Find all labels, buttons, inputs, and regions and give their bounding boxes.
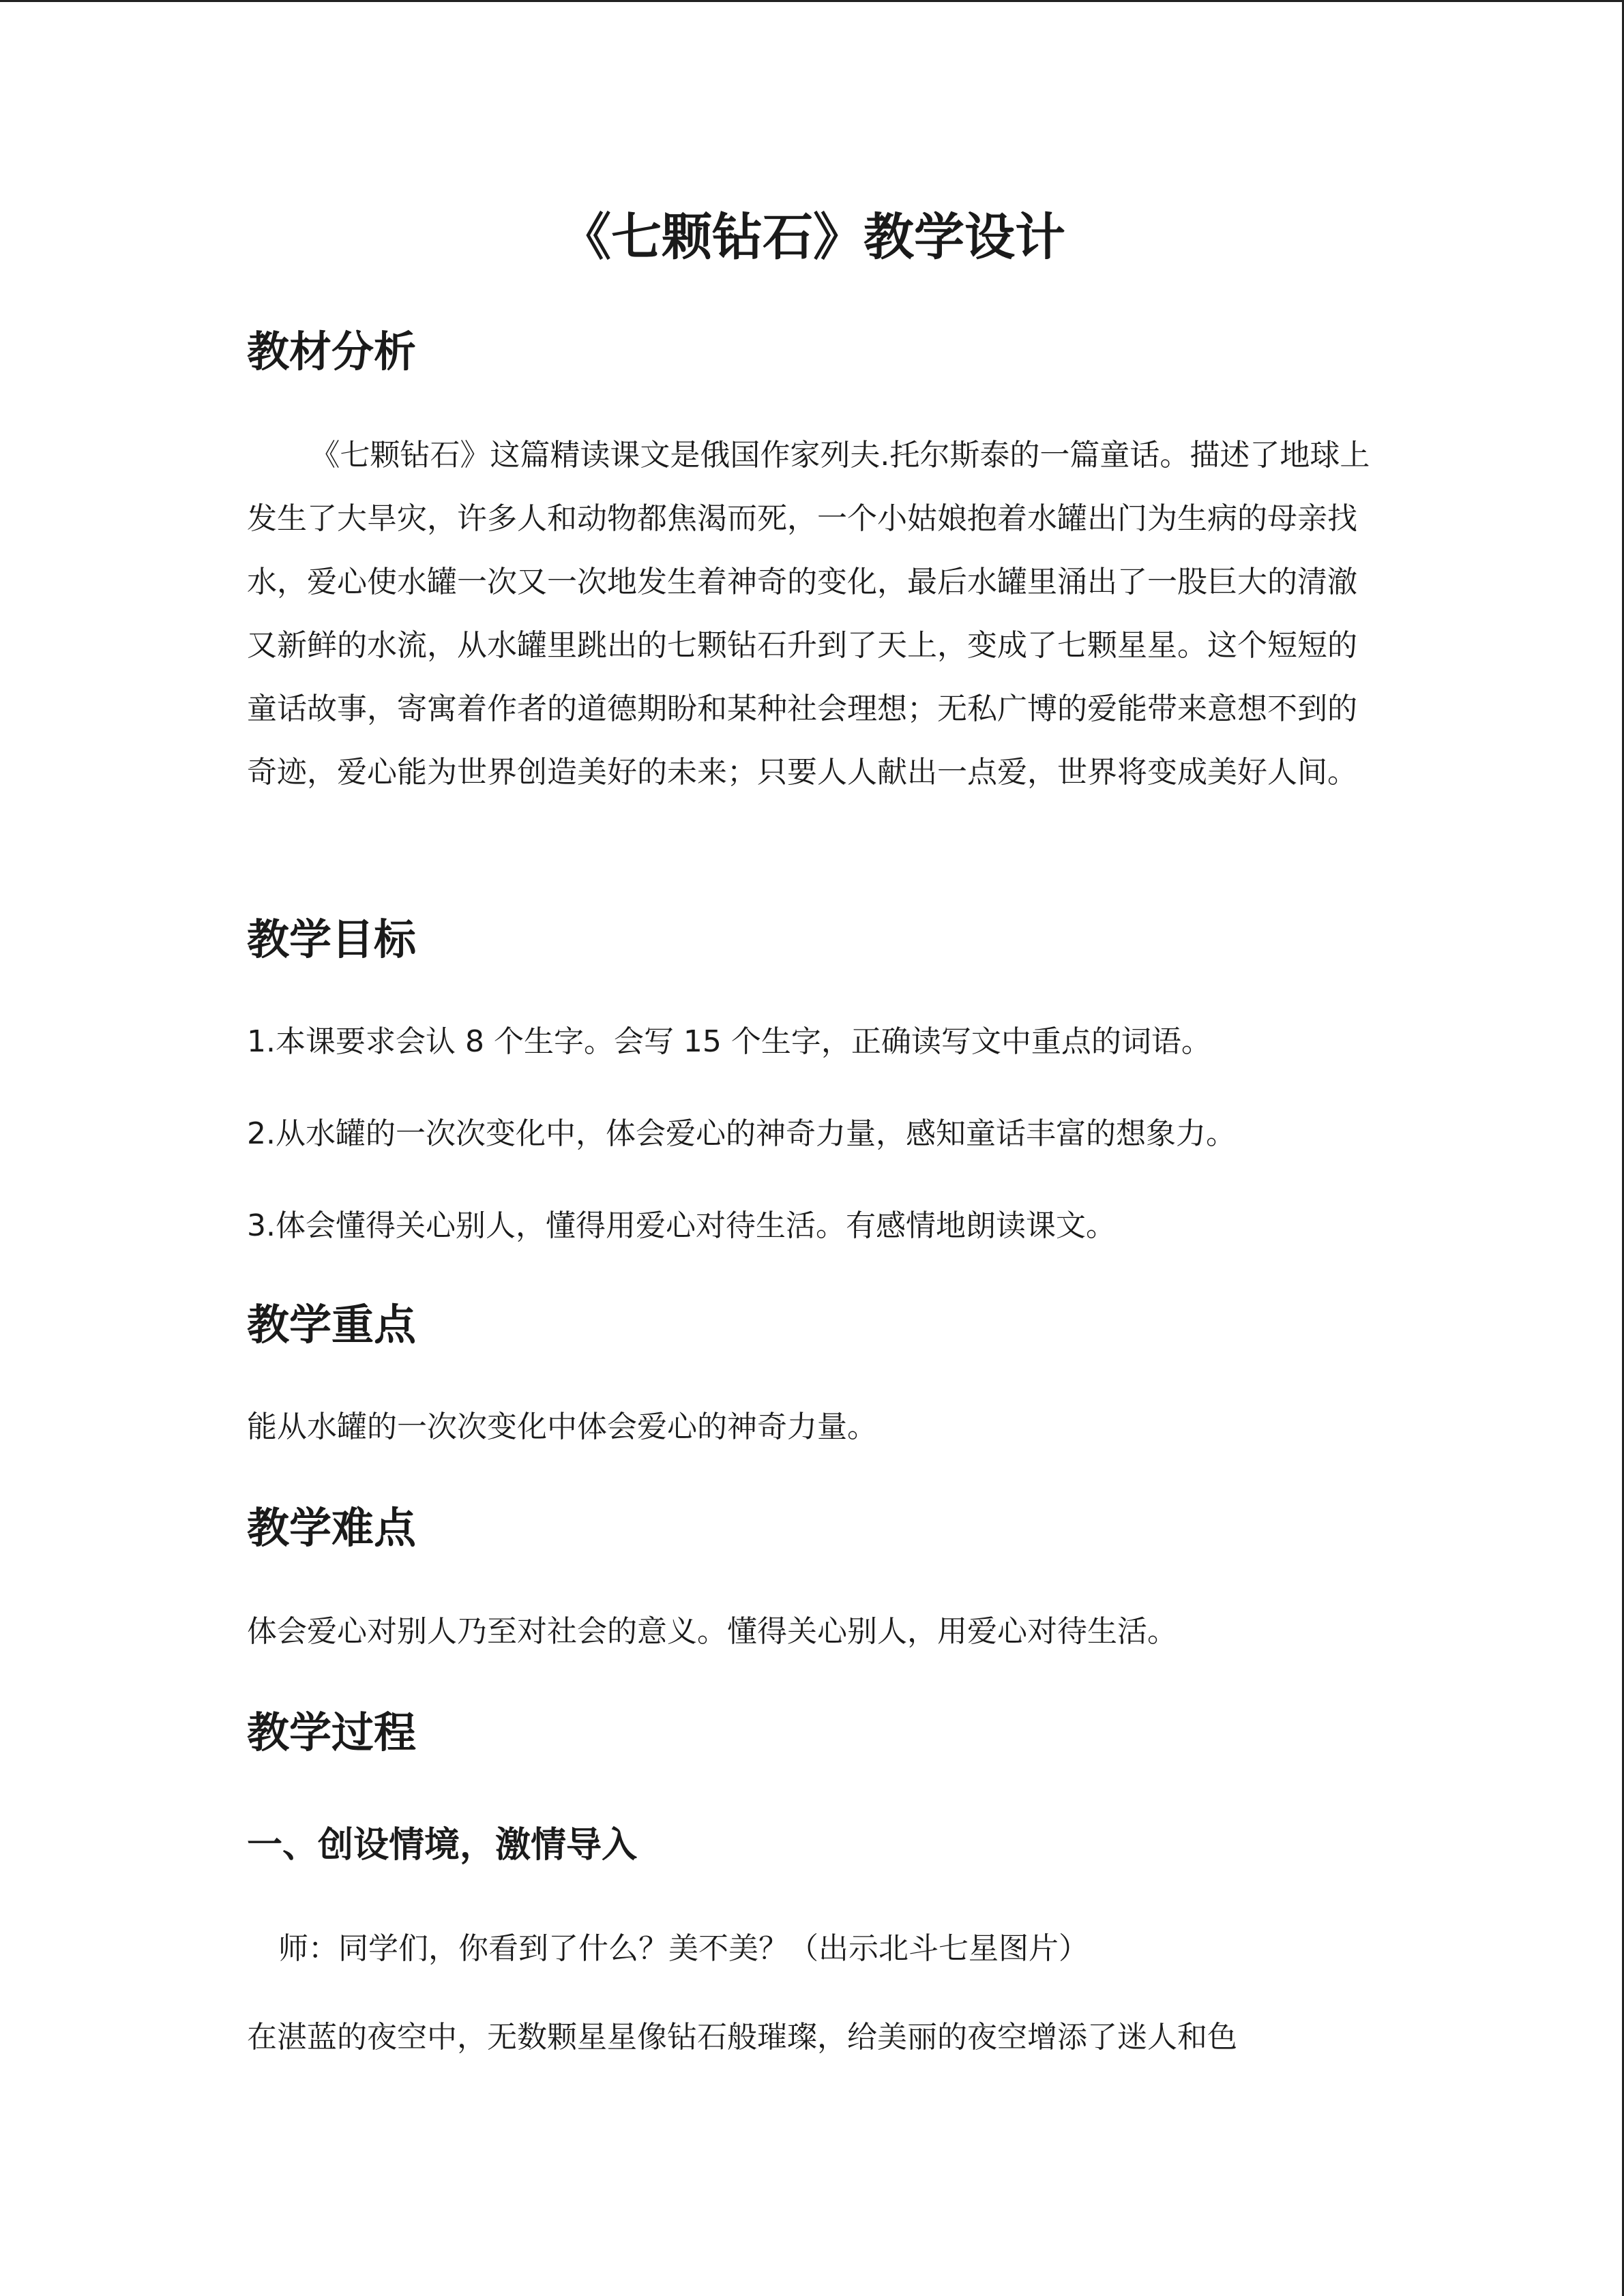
heading-difficulties: 教学难点 — [247, 1503, 417, 1553]
teacher-line: 师：同学们，你看到了什么？美不美？（出示北斗七星图片） — [278, 1931, 1089, 1966]
heading-key-points: 教学重点 — [247, 1300, 417, 1350]
process-paragraph-line: 在湛蓝的夜空中，无数颗星星像钻石般璀璨，给美丽的夜空增添了迷人和色 — [247, 2020, 1237, 2055]
key-points-text: 能从水罐的一次次变化中体会爱心的神奇力量。 — [247, 1410, 877, 1444]
heading-textbook-analysis: 教材分析 — [247, 327, 417, 376]
difficulties-text: 体会爱心对别人乃至对社会的意义。懂得关心别人，用爱心对待生活。 — [247, 1614, 1177, 1649]
analysis-paragraph: 《七颗钻石》这篇精读课文是俄国作家列夫.托尔斯泰的一篇童话。描述了地球上发生了大旱灾，许多人和动物都焦渴而死，一个小姑娘抱着水罐出门为生病的母亲找水，爱心使水罐一次又一次地发生着神奇的变化，最后水罐里涌出了一股巨大的清澈又新鲜的水流，从水罐里跳出的七颗钻石升到了天上，变成了七颗星星。这个短短的童话故事，寄寓着作者的道德期盼和某种社会理想；无私广博的爱能带来意想不到的奇迹，爱心能为世界创造美好的未来；只要人人献出一点爱，世界将变成美好人间。 — [247, 438, 1370, 790]
goal-item-2: 2.从水罐的一次次变化中，体会爱心的神奇力量，感知童话丰富的想象力。 — [247, 1116, 1236, 1151]
goal-item-3: 3.体会懂得关心别人，懂得用爱心对待生活。有感情地朗读课文。 — [247, 1208, 1116, 1243]
process-step-1-heading: 一、创设情境，激情导入 — [247, 1825, 638, 1866]
document-title: 《七颗钻石》教学设计 — [561, 208, 1065, 267]
heading-teaching-goals: 教学目标 — [247, 914, 417, 964]
goal-item-1: 1.本课要求会认 8 个生字。会写 15 个生字，正确读写文中重点的词语。 — [247, 1024, 1211, 1059]
heading-teaching-process: 教学过程 — [247, 1708, 417, 1757]
